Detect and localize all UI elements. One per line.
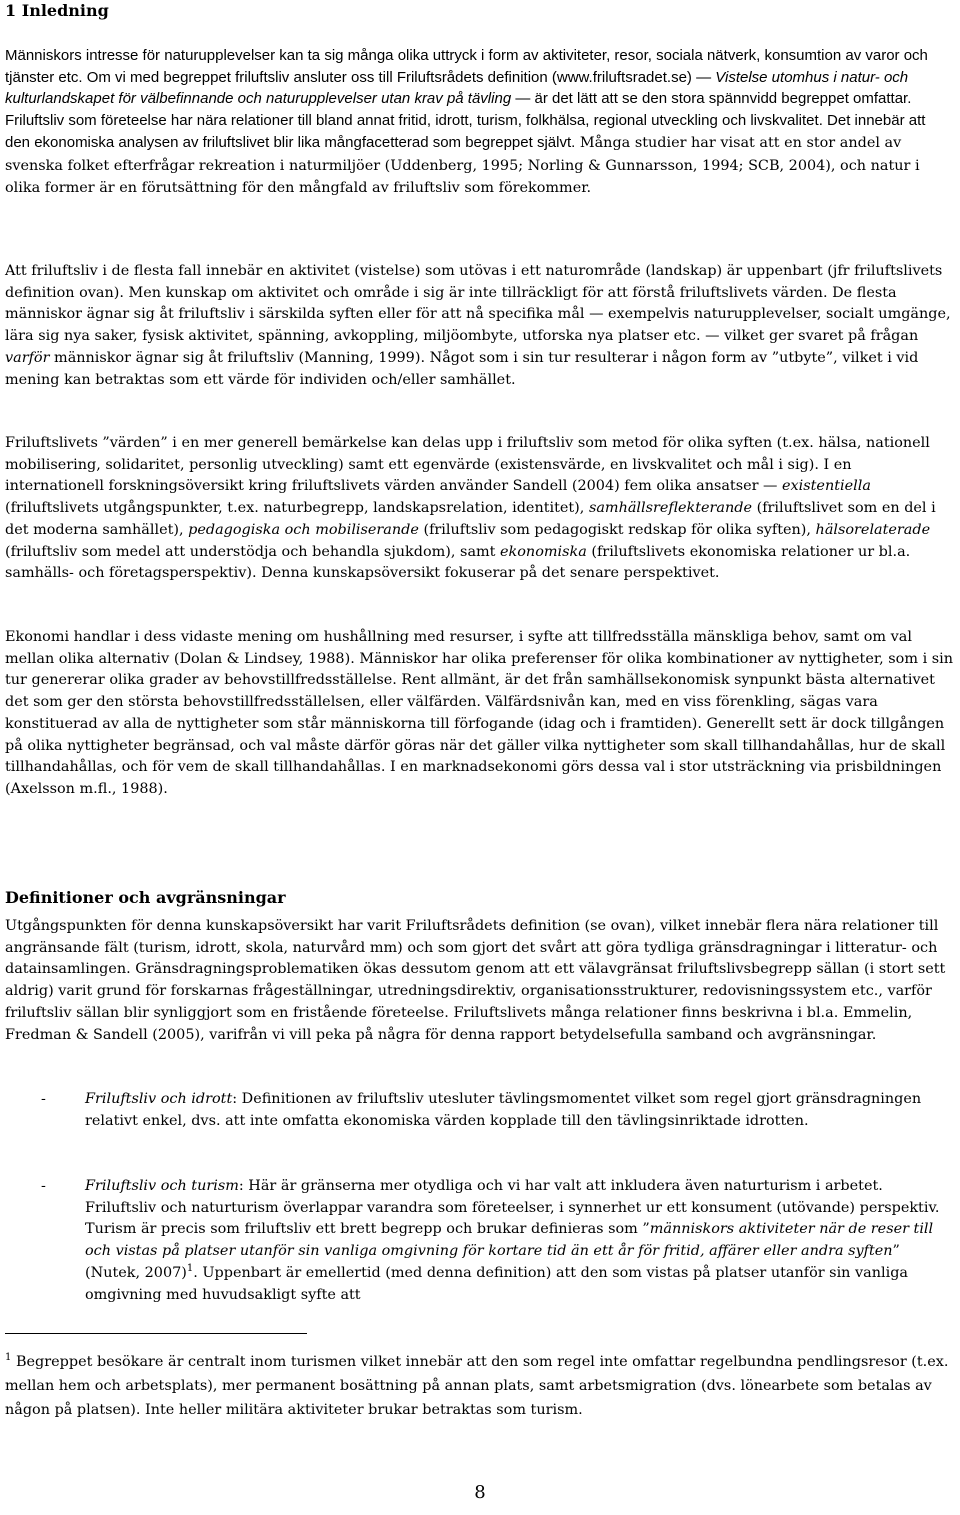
text: Friluftslivets ”värden” i en mer generell bemärkelse kan delas upp i friluftsliv som metod för olika syften (t.ex. hälsa, nationell mobilisering, solidaritet, personlig utveckling) samt ett egenvärde (existensvärde, en livskvalitet och mål i sig). I en internationell forskningsöversikt kring friluftslivets värden använder Sandell (2004) fem olika ansatser —: [5, 435, 930, 495]
text: Människors intresse för naturupplevelser kan ta sig många olika uttryck i form av aktiviteter, resor, sociala nätverk, konsumtion av varor och tjänster etc. Om vi med begreppet friluftsliv ansluter oss till Friluftsrådets definition (www.friluftsradet.se) —: [5, 47, 928, 86]
italic-term: ekonomiska: [500, 543, 587, 560]
text: (friluftslivet som en del i det moderna samhället),: [5, 500, 936, 538]
section-heading-definitioner: Definitioner och avgränsningar: [5, 888, 286, 907]
footnote-number: 1: [5, 1352, 12, 1364]
footnote-divider: [5, 1333, 307, 1334]
paragraph-activity: [5, 261, 953, 391]
italic-term: hälsorelaterade: [815, 521, 931, 538]
section-heading-inledning: 1 Inledning: [5, 1, 109, 20]
list-dash: -: [41, 1178, 46, 1194]
text: (friluftslivets ekonomiska relationer ur bl.a. samhälls- och företagsperspektiv). Denna kunskapsöversikt fokuserar på det senare perspektivet.: [5, 543, 911, 582]
list-item-title: Friluftsliv och turism: [85, 1178, 239, 1194]
page-number: 8: [474, 1482, 486, 1503]
italic-varfor: varför: [5, 349, 50, 366]
footnote: [5, 1350, 955, 1422]
paragraph-values: [5, 433, 953, 585]
quote-italic: människors aktiviteter när de reser till och vistas på platser utanför sin vanliga omgivning för kortare tid än ett år för fritid, affärer eller andra syften: [85, 1221, 934, 1260]
paragraph-definitions: Utgångspunkten för denna kunskapsöversikt har varit Friluftsrådets definition (se ovan), vilket innebär flera nära relationer till angränsande fält (turism, idrott, skola, naturvård mm) och som gjort det svårt att göra tydliga gränsdragningar i litteratur- och datainsamlingen. Gränsdragningsproblematiken ökas dessutom genom att ett välavgränsat friluftslivsbegrepp sällan (i stort sett aldrig) varit grund för forskarnas frågeställningar, utredningsdirektiv, organisationsstrukturer, redovisningssystem etc., varför friluftsliv sällan blir synliggjort som en fristående företeelse. Friluftslivets många relationer finns beskrivna i bl.a. Emmelin, Fredman & Sandell (2005), varifrån vi vill peka på några för denna rapport betydelsefulla samband och avgränsningar.: [5, 918, 946, 1043]
footnote-text: Begreppet besökare är centralt inom turismen vilket innebär att den som regel inte omfattar regelbundna pendlingsresor (t.ex. mellan hem och arbetsplats), mer permanent bosättning på annan plats, samt arbetsmigration (dvs. lönearbete som betalas av någon på platsen). Inte heller militära aktiviteter brukar betraktas som turism.: [5, 1354, 949, 1418]
list-item-text: ” (Nutek, 2007): [85, 1243, 900, 1281]
list-dash: -: [41, 1091, 46, 1107]
text: Många studier har visat att en stor andel av svenska folket efterfrågar rekreation i naturmiljöer (Uddenberg, 1995; Norling & Gunnarsson, 1994; SCB, 2004), och natur i olika former är en förutsättning för den mångfald av friluftsliv som förekommer.: [5, 134, 920, 197]
italic-term: pedagogiska och mobiliserande: [188, 521, 419, 538]
text: (friluftsliv som pedagogiskt redskap för olika syften),: [418, 521, 816, 538]
text: — är det lätt att se den stora spännvidd begreppet omfattar. Friluftsliv som företeelse har nära relationer till bland annat fritid, idrott, turism, folkhälsa, regional utveckling och livskvalitet. Det innebär att den ekonomiska analysen av friluftslivet blir lika mångfacetterad som begreppet självt.: [5, 90, 926, 151]
text: Att friluftsliv i de flesta fall innebär en aktivitet (vistelse) som utövas i ett naturområde (landskap) är uppenbart (jfr friluftslivets definition ovan). Men kunskap om aktivitet och område i sig är inte tillräckligt för att förstå friluftslivets värden. De flesta människor ägnar sig åt friluftsliv i särskilda syften eller för att nå specifika mål — exempelvis naturupplevelser, socialt umgänge, lära sig nya saker, fysisk aktivitet, spänning, avkoppling, miljöombyte, utforska nya platser etc. — vilket ger svaret på frågan: [5, 263, 951, 345]
definition-italic: Vistelse utomhus i natur- och kulturlandskapet för välbefinnande och naturupplevelser utan krav på tävling: [5, 68, 909, 108]
paragraph-economy: Ekonomi handlar i dess vidaste mening om hushållning med resurser, i syfte att tillfredsställa mänskliga behov, samt om val mellan olika alternativ (Dolan & Lindsey, 1988). Människor har olika preferenser för olika kombinationer av nyttigheter, som i sin tur genererar olika grader av behovstillfredsställelse. Rent allmänt, är det från samhällsekonomisk synpunkt bästa alternativet det som ger den största behovstillfredsställelsen, eller välfärden. Välfärdsnivån kan, med en viss förenkling, sägas vara konstituerad av alla de nyttigheter som står människorna till förfogande (idag och i framtiden). Generellt sett är dock tillgången på olika nyttigheter begränsad, och val måste därför göras när det gäller vilka nyttigheter som skall tillhandahållas, hur de skall tillhandahållas, och för vem de skall tillhandahållas. I en marknadsekonomi görs dessa val i stor utsträckning via prisbildningen (Axelsson m.fl., 1988).: [5, 629, 953, 797]
list-item-text: . Uppenbart är emellertid (med denna definition) att den som vistas på platser utanför sin vanliga omgivning med huvudsakligt syfte att: [85, 1264, 908, 1303]
text: (friluftsliv som medel att understödja och behandla sjukdom), samt: [5, 543, 501, 560]
footnote-ref[interactable]: 1: [186, 1263, 194, 1275]
italic-term: samhällsreflekterande: [588, 500, 752, 517]
list-item-text: : Här är gränserna mer otydliga och vi har valt att inkludera även naturturism i arbetet. Friluftsliv och naturturism överlappar varandra som företeelser, i synnerhet ur ett konsument (utövande) perspektiv. Turism är precis som friluftsliv ett brett begrepp och brukar definieras som ”: [85, 1178, 940, 1238]
italic-term: existentiella: [782, 478, 871, 495]
text: (friluftslivets utgångspunkter, t.ex. naturbegrepp, landskapsrelation, identitet),: [5, 500, 589, 517]
text: människor ägnar sig åt friluftsliv (Manning, 1999). Något som i sin tur resulterar i någon form av ”utbyte”, vilket i vid mening kan betraktas som ett värde för individen och/eller samhället.: [5, 349, 919, 388]
list-item-title: Friluftsliv och idrott: [85, 1091, 233, 1107]
paragraph-intro: [5, 45, 953, 200]
list-item-text: : Definitionen av friluftsliv utesluter tävlingsmomentet vilket som regel gjort gränsdragningen relativt enkel, dvs. att inte omfatta ekonomiska värden kopplade till den tävlingsinriktade idrotten.: [85, 1091, 922, 1129]
